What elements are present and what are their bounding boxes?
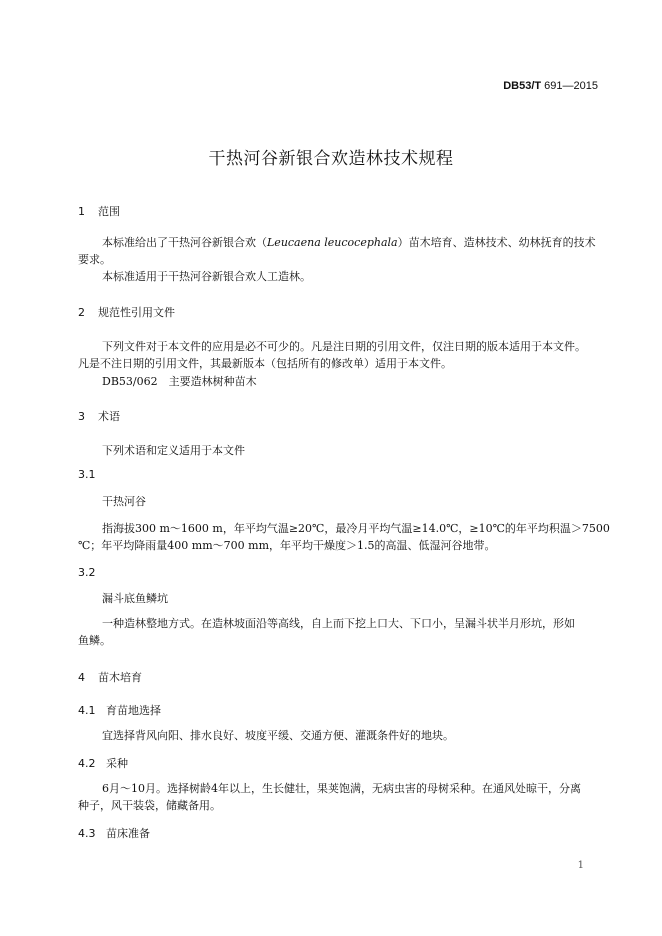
paragraph: 下列文件对于本文件的应用是必不可少的。凡是注日期的引用文件，仅注日期的版本适用于本文件。: [102, 340, 586, 353]
section-heading-1: 1 范围: [78, 205, 120, 218]
section-heading-3: 3 术语: [78, 410, 120, 423]
clause-number-3-1: 3.1: [78, 468, 96, 481]
paragraph: 下列术语和定义适用于本文件: [102, 444, 245, 457]
section-heading-2: 2 规范性引用文件: [78, 306, 175, 319]
paragraph: 宜选择背风向阳、排水良好、坡度平缓、交通方便、灌溉条件好的地块。: [102, 729, 454, 742]
paragraph-cont: 要求。: [78, 253, 111, 266]
paragraph: 本标准适用于干热河谷新银合欢人工造林。: [102, 270, 311, 283]
paragraph-cont: 凡是不注日期的引用文件，其最新版本（包括所有的修改单）适用于本文件。: [78, 357, 452, 370]
term-title: 干热河谷: [102, 495, 146, 508]
page-title: 干热河谷新银合欢造林技术规程: [208, 149, 454, 169]
reference-item: DB53/062 主要造林树种苗木: [102, 375, 257, 388]
section-heading-4: 4 苗木培育: [78, 671, 142, 684]
page-number: 1: [577, 860, 584, 871]
definition-cont: ℃；年平均降雨量400 mm～700 mm，年平均干燥度＞1.5的高温、低湿河谷地带。: [78, 539, 496, 552]
clause-heading-4-2: 4.2 采种: [78, 757, 128, 770]
clause-heading-4-1: 4.1 育苗地选择: [78, 704, 161, 717]
definition: 指海拔300 m～1600 m，年平均气温≥20℃，最冷月平均气温≥14.0℃，≥10℃的年平均积温＞7500: [102, 522, 610, 535]
definition: 一种造林整地方式。在造林坡面沿等高线，自上而下挖上口大、下口小，呈漏斗状半月形坑，形如: [102, 617, 575, 630]
paragraph: 本标准给出了干热河谷新银合欢（Leucaena leucocephala）苗木培育、造林技术、幼林抚育的技术: [102, 236, 596, 249]
term-title: 漏斗底鱼鳞坑: [102, 592, 168, 605]
document-code: DB53/T 691—2015: [503, 80, 598, 92]
definition-cont: 鱼鳞。: [78, 634, 111, 647]
paragraph: 6月～10月。选择树龄4年以上，生长健壮，果荚饱满，无病虫害的母树采种。在通风处晾干，分离: [102, 782, 581, 795]
clause-number-3-2: 3.2: [78, 566, 96, 579]
paragraph-cont: 种子，风干装袋，储藏备用。: [78, 799, 221, 812]
clause-heading-4-3: 4.3 苗床准备: [78, 827, 150, 840]
